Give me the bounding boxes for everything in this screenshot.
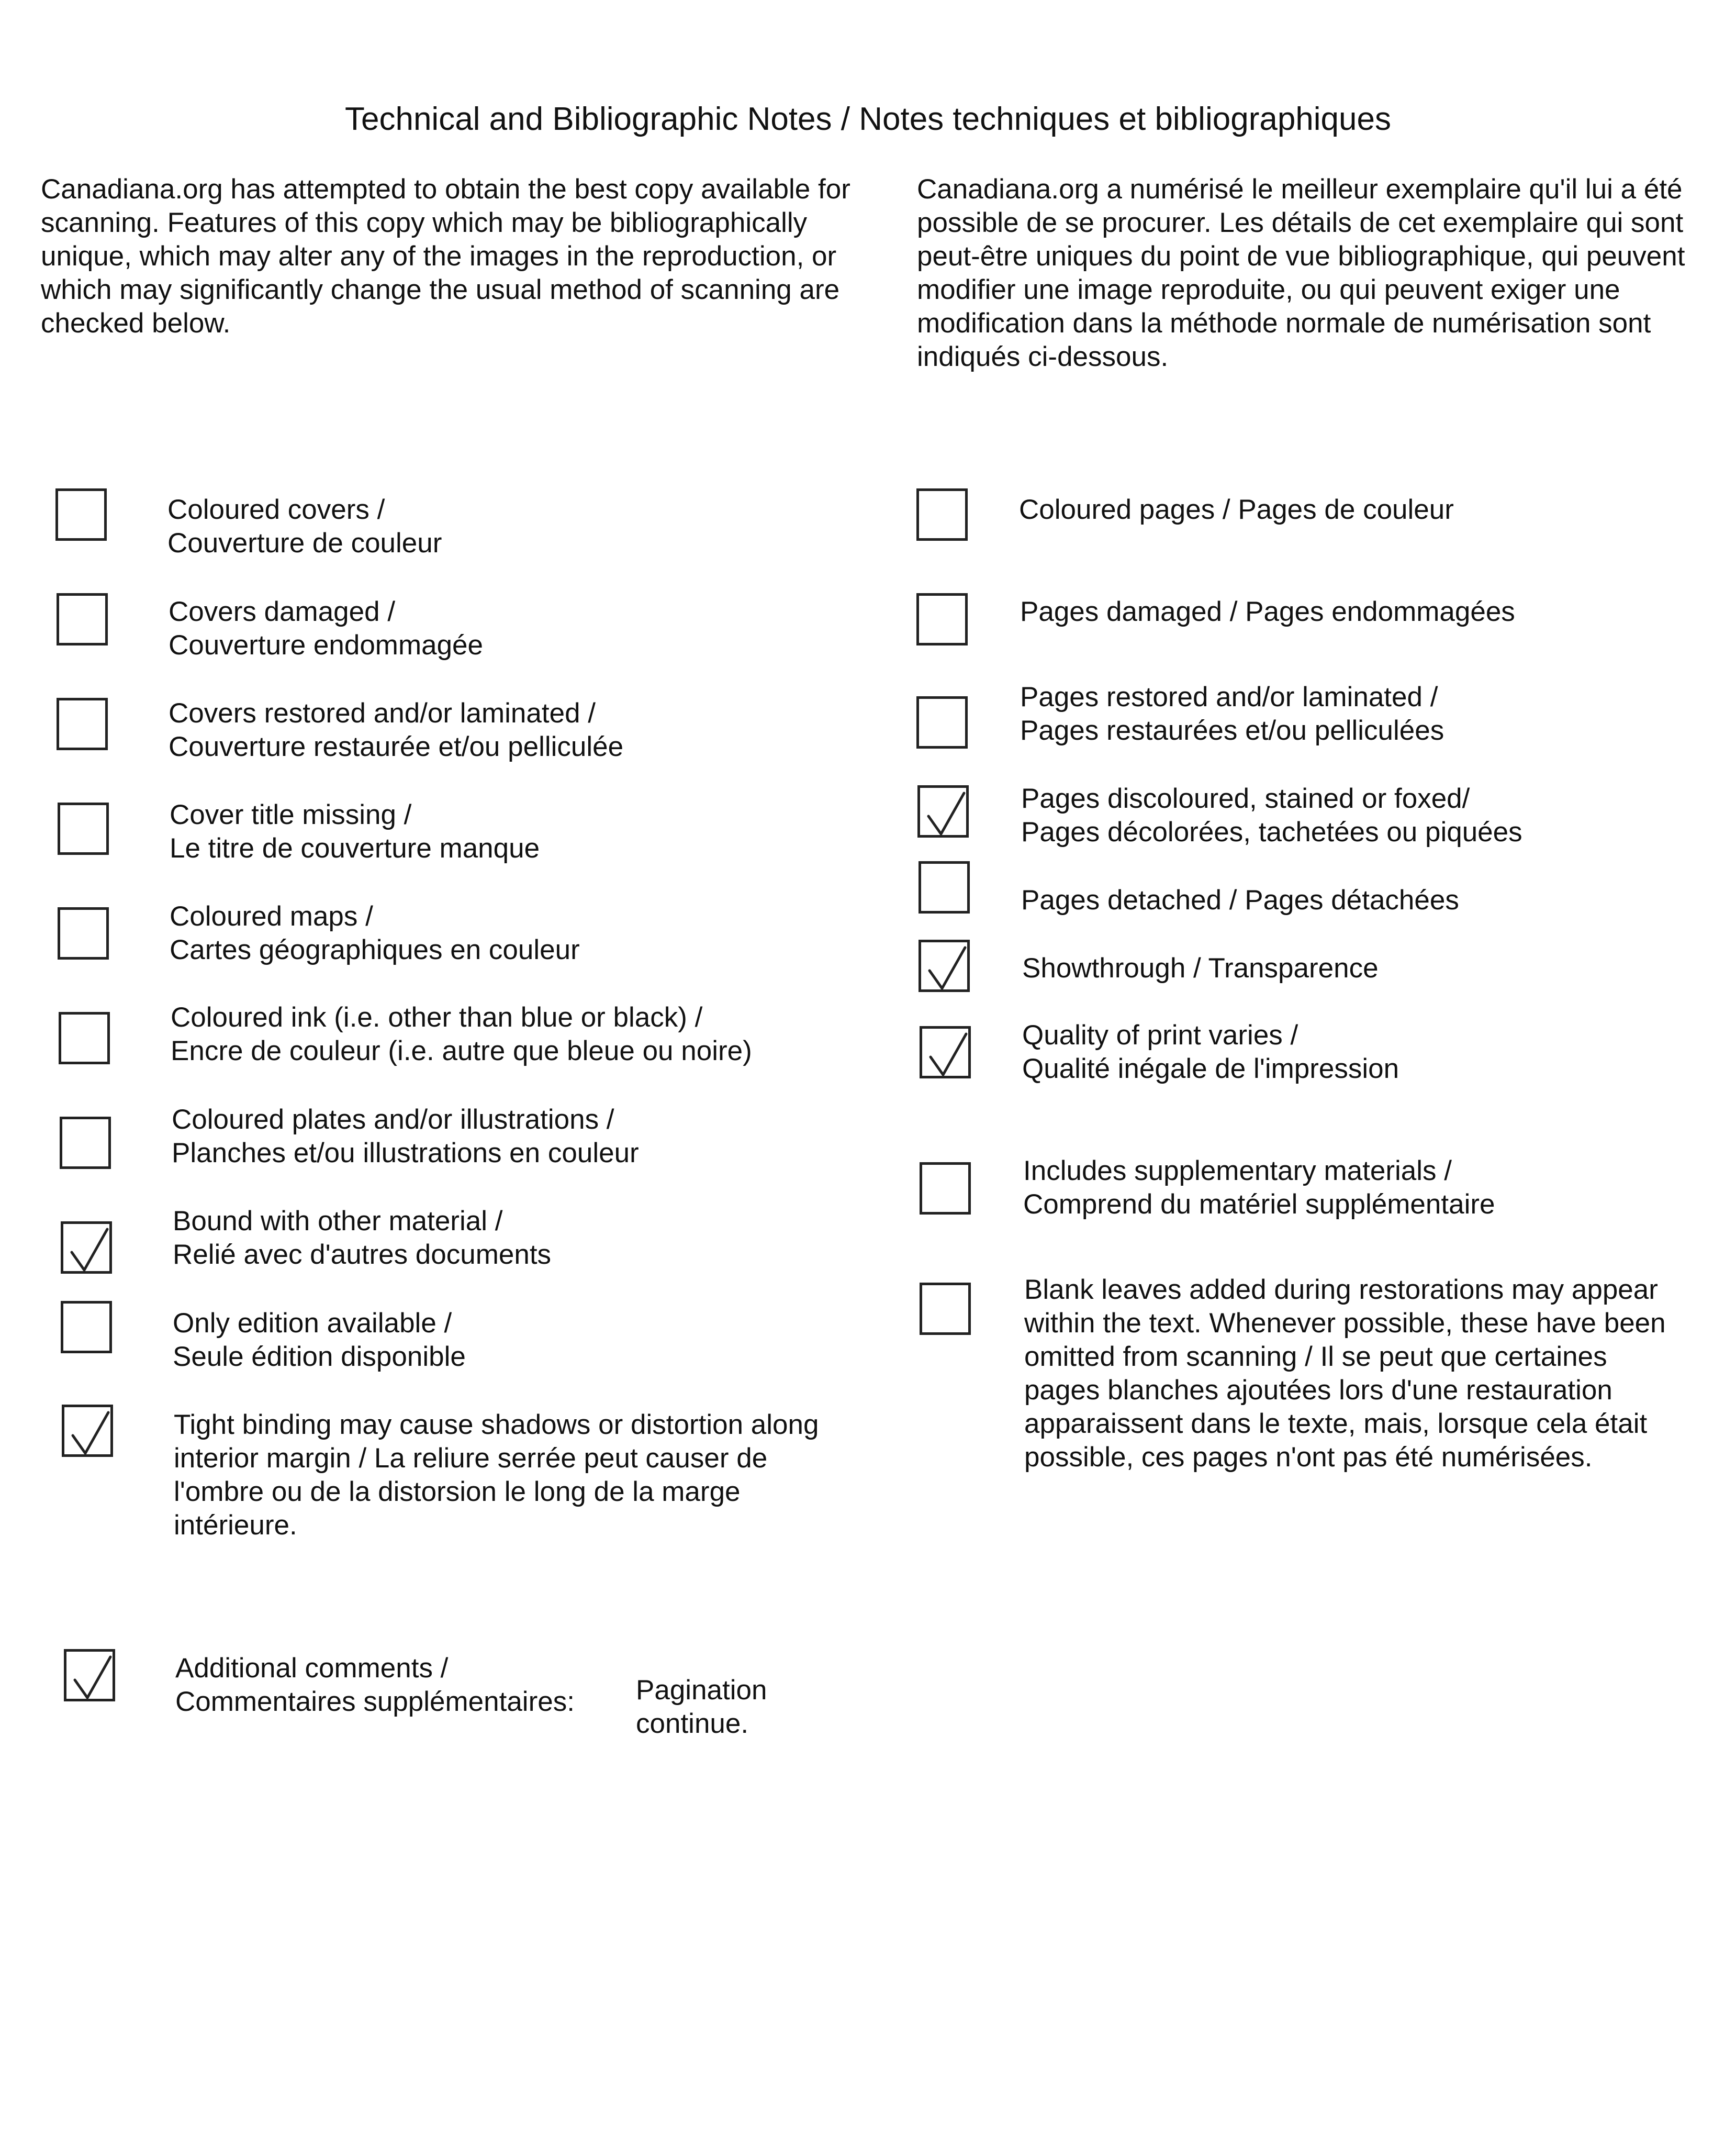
item-label-en: Coloured covers / — [167, 494, 385, 525]
item-label-en: Bound with other material / — [173, 1206, 503, 1237]
checkbox-unchecked[interactable] — [60, 1117, 111, 1169]
checkbox-unchecked[interactable] — [57, 593, 108, 645]
checkbox-checked[interactable] — [917, 785, 969, 838]
intro-french: Canadiana.org a numérisé le meilleur exemplaire qu'il lui a été possible de se procurer. Les détails de cet exemplaire qui sont peut-être uniques du point de vue bibliographique, qui peuvent modifier une image reproduite, ou qui peuvent exiger une modification dans la méthode normale de numérisation sont indiqués ci-dessous. — [917, 174, 1685, 372]
item-label: Pages damaged / Pages endommagées — [1020, 596, 1515, 627]
checkmark-icon — [70, 1228, 108, 1272]
item-label-en: Cover title missing / — [170, 799, 412, 830]
item-label-fr: Seule édition disponible — [173, 1341, 466, 1372]
item-label: Tight binding may cause shadows or distortion along interior margin / La reliure serrée peut causer de l'ombre ou de la distorsion le long de la marge intérieure. — [174, 1409, 819, 1541]
comments-label-fr: Commentaires supplémentaires: — [175, 1686, 575, 1717]
item-label-fr: Couverture endommagée — [169, 630, 484, 661]
checkbox-unchecked[interactable] — [919, 861, 970, 914]
item-label-fr: Comprend du matériel supplémentaire — [1023, 1189, 1495, 1220]
item-label-en: Quality of print varies / — [1022, 1020, 1298, 1051]
checkbox-unchecked[interactable] — [55, 488, 107, 541]
checkbox-checked[interactable] — [920, 1026, 971, 1078]
checkmark-icon — [927, 947, 966, 990]
item-label-fr: Couverture restaurée et/ou pelliculée — [169, 731, 624, 762]
item-label-en: Covers restored and/or laminated / — [169, 698, 596, 729]
checkbox-checked[interactable] — [64, 1649, 115, 1701]
item-label-en: Covers damaged / — [169, 596, 396, 627]
checkbox-unchecked[interactable] — [916, 593, 968, 645]
item-label-fr: Relié avec d'autres documents — [173, 1239, 552, 1270]
item-label-en: Coloured ink (i.e. other than blue or black) / — [171, 1002, 703, 1033]
checkmark-icon — [71, 1411, 109, 1455]
checkbox-unchecked[interactable] — [916, 696, 968, 749]
checkmark-icon — [73, 1656, 111, 1700]
item-label-en: Pages discoloured, stained or foxed/ — [1021, 783, 1470, 814]
checkbox-unchecked[interactable] — [58, 803, 109, 855]
checkbox-unchecked[interactable] — [58, 907, 109, 960]
item-label: Pages detached / Pages détachées — [1021, 885, 1459, 916]
checkmark-icon — [928, 1033, 967, 1077]
item-label: Showthrough / Transparence — [1022, 953, 1379, 984]
checkbox-unchecked[interactable] — [61, 1301, 112, 1353]
item-label-fr: Encre de couleur (i.e. autre que bleue ou noire) — [171, 1035, 752, 1066]
item-label-fr: Pages décolorées, tachetées ou piquées — [1021, 817, 1522, 848]
checkbox-checked[interactable] — [919, 940, 970, 992]
checkbox-unchecked[interactable] — [916, 488, 968, 541]
item-label: Coloured pages / Pages de couleur — [1019, 494, 1454, 525]
checkbox-unchecked[interactable] — [59, 1012, 110, 1064]
item-label-en: Pages restored and/or laminated / — [1020, 682, 1438, 712]
item-label-en: Only edition available / — [173, 1308, 452, 1339]
item-label-fr: Le titre de couverture manque — [170, 833, 540, 864]
item-label-en: Coloured plates and/or illustrations / — [172, 1104, 614, 1135]
item-label-fr: Couverture de couleur — [167, 528, 442, 559]
item-label-en: Coloured maps / — [170, 901, 373, 932]
item-label: Blank leaves added during restorations may appear within the text. Whenever possible, these have been omitted from scanning / Il se peut que certaines pages blanches ajoutées lors d'une restauration apparaissent dans le texte, mais, lorsque cela était possible, ces pages n'ont pas été numérisées. — [1024, 1274, 1666, 1473]
item-label-fr: Pages restaurées et/ou pelliculées — [1020, 715, 1444, 746]
item-label-fr: Qualité inégale de l'impression — [1022, 1053, 1399, 1084]
page-title: Technical and Bibliographic Notes / Notes techniques et bibliographiques — [344, 101, 1391, 137]
checkbox-unchecked[interactable] — [57, 698, 108, 750]
checkbox-unchecked[interactable] — [920, 1162, 971, 1215]
checkbox-checked[interactable] — [61, 1221, 112, 1274]
item-label-fr: Cartes géographiques en couleur — [170, 934, 580, 965]
item-label-en: Includes supplementary materials / — [1023, 1155, 1452, 1186]
comments-label-en: Additional comments / — [175, 1653, 449, 1684]
checkbox-unchecked[interactable] — [920, 1283, 971, 1335]
item-label-fr: Planches et/ou illustrations en couleur — [172, 1138, 639, 1168]
comments-value: Pagination continue. — [636, 1675, 767, 1739]
checkmark-icon — [926, 792, 965, 836]
checkbox-checked[interactable] — [62, 1405, 113, 1457]
intro-english: Canadiana.org has attempted to obtain the best copy available for scanning. Features of this copy which may be bibliographically unique, which may alter any of the images in the reproduction, or which may significantly change the usual method of scanning are checked below. — [41, 174, 850, 339]
